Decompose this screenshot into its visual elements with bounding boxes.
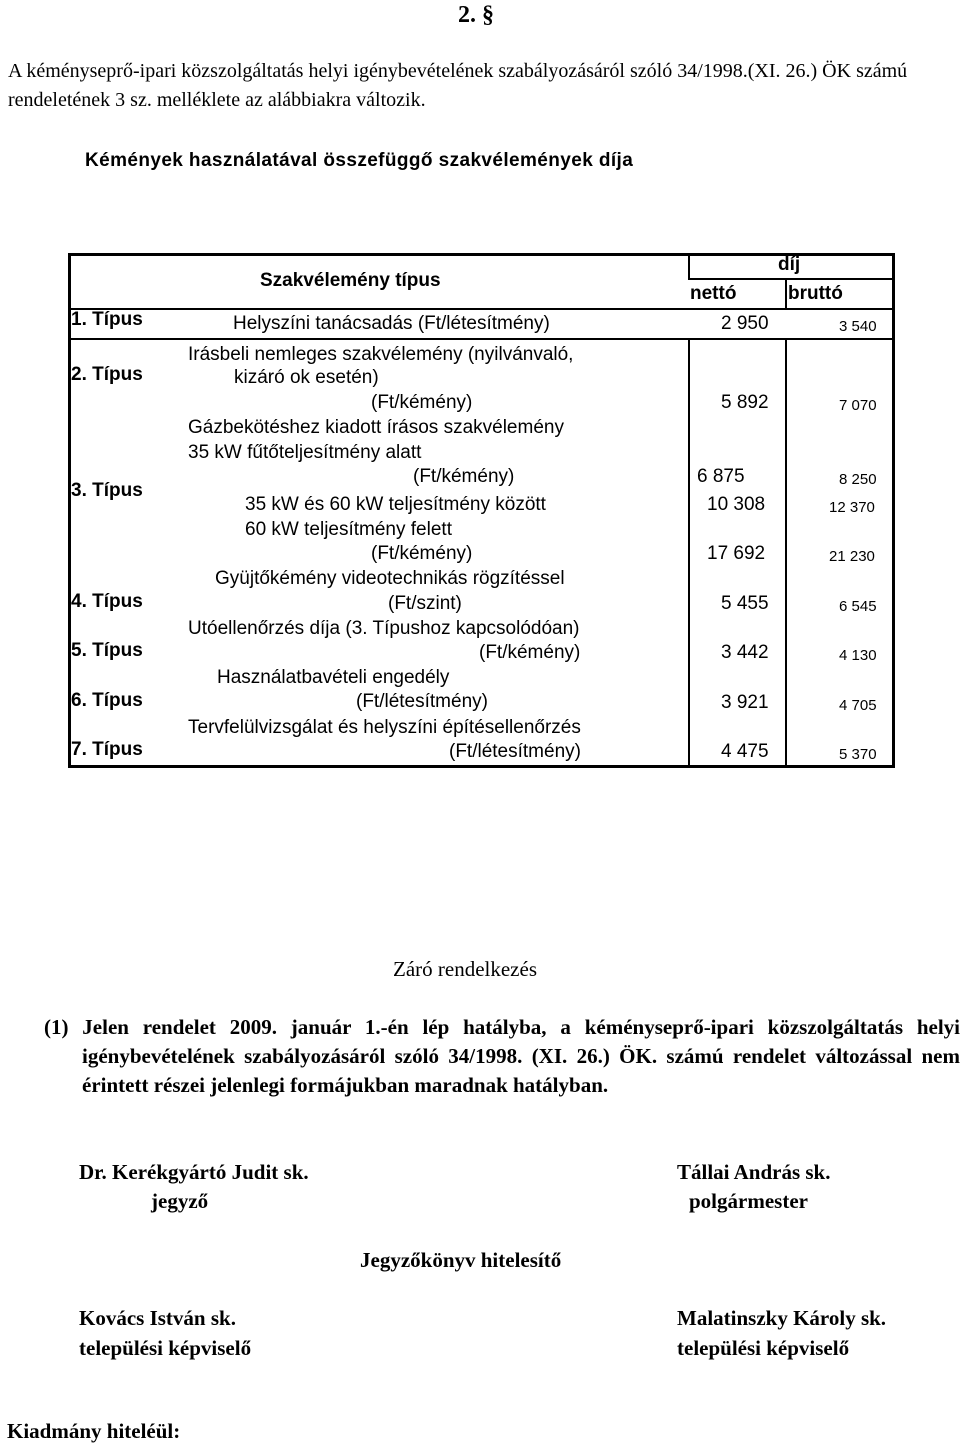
section-number: 2. § bbox=[458, 2, 494, 28]
row-5-gross: 4 130 bbox=[839, 647, 877, 664]
fee-table bbox=[68, 253, 895, 768]
witness-title: Jegyzőkönyv hitelesítő bbox=[360, 1248, 562, 1272]
row-4-desc-line1: Gyüjtőkémény videotechnikás rögzítéssel bbox=[215, 568, 565, 589]
row-3c-net: 17 692 bbox=[707, 543, 766, 564]
witness-left-name: Kovács István sk. bbox=[79, 1306, 236, 1330]
row-7-gross: 5 370 bbox=[839, 746, 877, 763]
signature-right-name: Tállai András sk. bbox=[677, 1160, 831, 1184]
row-3-net: 6 875 bbox=[697, 466, 745, 487]
row-4-desc-line2: (Ft/szint) bbox=[388, 593, 462, 614]
row-1-type: 1. Típus bbox=[71, 309, 143, 330]
row-7-type: 7. Típus bbox=[71, 739, 143, 760]
row-3c-desc-line1: 60 kW teljesítmény felett bbox=[245, 519, 452, 540]
row-2-desc-line3: (Ft/kémény) bbox=[371, 392, 473, 413]
row-3-gross: 8 250 bbox=[839, 471, 877, 488]
row-1-net: 2 950 bbox=[721, 313, 769, 334]
row-3c-desc-line2: (Ft/kémény) bbox=[371, 543, 473, 564]
row-6-type: 6. Típus bbox=[71, 690, 143, 711]
closing-paragraph bbox=[44, 1013, 960, 1100]
row-2-gross: 7 070 bbox=[839, 397, 877, 414]
row-6-desc-line1: Használatbavételi engedély bbox=[217, 667, 450, 688]
row-4-type: 4. Típus bbox=[71, 591, 143, 612]
witness-right-name: Malatinszky Károly sk. bbox=[677, 1306, 887, 1330]
signature-left-role: jegyző bbox=[151, 1189, 209, 1213]
row-6-gross: 4 705 bbox=[839, 697, 877, 714]
closing-paragraph-text: (1) Jelen rendelet 2009. január 1.-én lép hatályba, a kéményseprő-ipari közszolgáltatás helyi igénybevételének szabályozásáról szóló 34/1998. (XI. 26.) ÖK. számú rendelet változással nem érintett részei jelenlegi formájukban maradnak hatályban. bbox=[44, 1015, 960, 1097]
row-3-desc-line1: Gázbekötéshez kiadott írásos szakvélemény bbox=[188, 417, 564, 438]
witness-left-role: települési képviselő bbox=[79, 1336, 252, 1360]
row-4-gross: 6 545 bbox=[839, 598, 877, 615]
row-1-gross: 3 540 bbox=[839, 318, 877, 335]
row-3-desc-line2: 35 kW fűtőteljesítmény alatt bbox=[188, 442, 422, 463]
row-7-desc-line1: Tervfelülvizsgálat és helyszíni építésellenőrzés bbox=[188, 717, 581, 738]
row-2-desc-line1: Irásbeli nemleges szakvélemény (nyilvánvaló, bbox=[188, 344, 574, 365]
row-3b-net: 10 308 bbox=[707, 494, 766, 515]
row-5-desc-line2: (Ft/kémény) bbox=[479, 642, 581, 663]
row-5-net: 3 442 bbox=[721, 642, 769, 663]
row-5-type: 5. Típus bbox=[71, 640, 143, 661]
table-title: Kémények használatával összefüggő szakvélemények díja bbox=[85, 150, 634, 171]
intro-paragraph: A kéményseprő-ipari közszolgáltatás helyi igénybevételének szabályozásáról szóló 34/1998.(XI. 26.) ÖK számú rendeletének 3 sz. melléklete az alábbiakra változik. bbox=[8, 60, 908, 111]
header-gross: bruttó bbox=[788, 283, 843, 304]
witness-right-role: települési képviselő bbox=[677, 1336, 850, 1360]
header-fee: díj bbox=[778, 254, 801, 275]
row-7-desc-line2: (Ft/létesítmény) bbox=[449, 741, 581, 762]
row-2-type: 2. Típus bbox=[71, 364, 143, 385]
header-type: Szakvélemény típus bbox=[260, 270, 441, 291]
row-3b-desc: 35 kW és 60 kW teljesítmény között bbox=[245, 494, 546, 515]
row-3-desc-line3: (Ft/kémény) bbox=[413, 466, 515, 487]
signature-right-role: polgármester bbox=[689, 1189, 808, 1213]
header-net: nettó bbox=[690, 283, 737, 304]
row-7-net: 4 475 bbox=[721, 741, 769, 762]
row-2-desc-line2: kizáró ok esetén) bbox=[234, 367, 379, 388]
row-2-net: 5 892 bbox=[721, 392, 769, 413]
row-6-desc-line2: (Ft/létesítmény) bbox=[356, 691, 488, 712]
row-4-net: 5 455 bbox=[721, 593, 769, 614]
row-3c-gross: 21 230 bbox=[829, 548, 875, 565]
row-3-type: 3. Típus bbox=[71, 480, 143, 501]
row-1-desc: Helyszíni tanácsadás (Ft/létesítmény) bbox=[233, 313, 550, 334]
certified-copy-label: Kiadmány hiteléül: bbox=[7, 1419, 181, 1443]
closing-title: Záró rendelkezés bbox=[393, 957, 537, 981]
row-5-desc-line1: Utóellenőrzés díja (3. Típushoz kapcsolódóan) bbox=[188, 618, 580, 639]
row-3b-gross: 12 370 bbox=[829, 499, 875, 516]
signature-left-name: Dr. Kerékgyártó Judit sk. bbox=[79, 1160, 309, 1184]
row-6-net: 3 921 bbox=[721, 692, 769, 713]
